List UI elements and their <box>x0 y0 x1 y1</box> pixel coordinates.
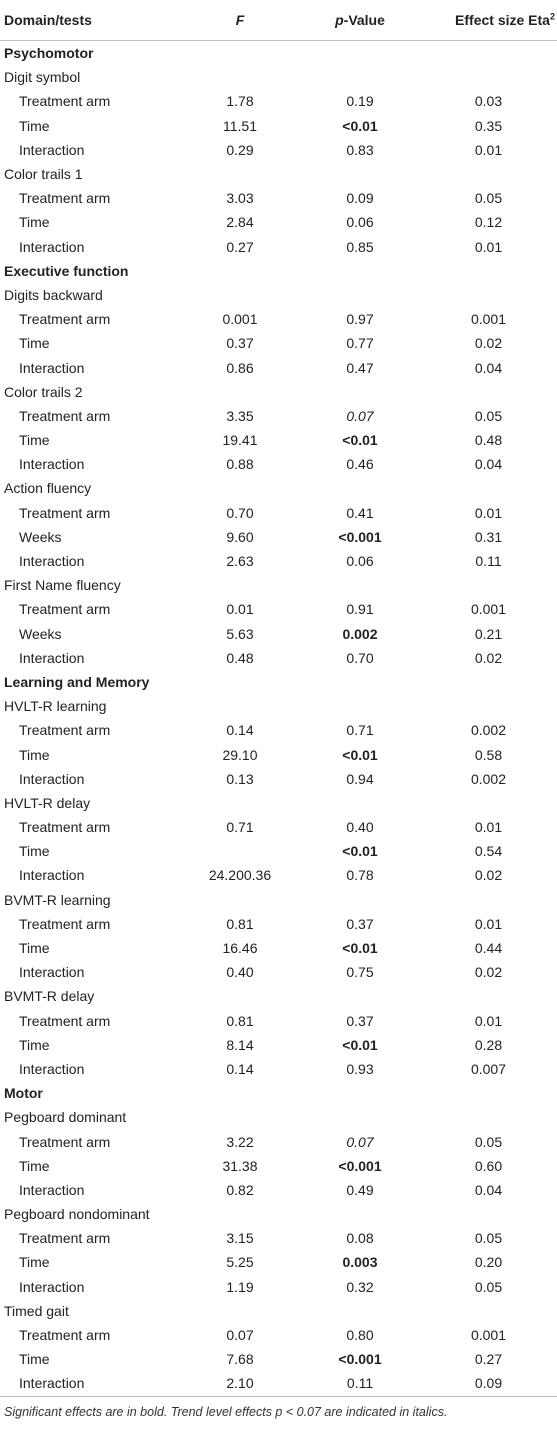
f-value: 0.14 <box>226 1060 254 1077</box>
p-value: <0.001 <box>338 1157 382 1174</box>
header-f-label: F <box>235 12 245 28</box>
eta-value: 0.44 <box>474 940 503 957</box>
f-value: 31.38 <box>222 1157 258 1174</box>
table-row <box>0 355 557 379</box>
test-row <box>0 791 557 815</box>
row-label: Interaction <box>19 553 85 570</box>
f-value: 0.14 <box>226 722 254 739</box>
row-label: Treatment arm <box>19 407 111 424</box>
f-value: 0.13 <box>226 770 254 787</box>
f-value: 24.200.36 <box>208 867 272 884</box>
test-row <box>0 1105 557 1129</box>
eta-value: 0.31 <box>474 528 503 545</box>
p-value: 0.83 <box>346 141 374 158</box>
p-value-cell <box>300 815 420 839</box>
row-label: Treatment arm <box>19 504 111 521</box>
table-row <box>0 210 557 234</box>
f-value: 0.81 <box>226 915 254 932</box>
table-row <box>0 331 557 355</box>
test-row <box>0 1299 557 1323</box>
p-value-cell <box>300 138 420 162</box>
table-row <box>0 1323 557 1347</box>
row-label: Time <box>19 214 50 231</box>
p-value: 0.06 <box>346 553 374 570</box>
p-value-cell <box>300 501 420 525</box>
eta-value: 0.001 <box>470 601 507 618</box>
f-value: 1.78 <box>226 93 254 110</box>
f-value: 0.48 <box>226 649 254 666</box>
header-effect-size <box>420 0 557 41</box>
row-label: Interaction <box>19 456 85 473</box>
test-label: Timed gait <box>4 1302 69 1319</box>
f-value: 7.68 <box>226 1351 254 1368</box>
row-label: Interaction <box>19 1060 85 1077</box>
f-value: 0.81 <box>226 1012 254 1029</box>
p-value: 0.70 <box>346 649 374 666</box>
p-value: <0.001 <box>338 1351 382 1368</box>
f-value: 19.41 <box>222 432 258 449</box>
test-row <box>0 1202 557 1226</box>
row-label: Interaction <box>19 359 85 376</box>
table-row <box>0 549 557 573</box>
p-value: 0.91 <box>346 601 374 618</box>
p-value: 0.47 <box>346 359 374 376</box>
row-label: Interaction <box>19 1278 85 1295</box>
p-value: 0.40 <box>346 819 374 836</box>
test-label: Action fluency <box>4 480 92 497</box>
f-value: 0.29 <box>226 141 254 158</box>
row-label: Interaction <box>19 1181 85 1198</box>
eta-value: 0.02 <box>474 335 503 352</box>
test-row <box>0 476 557 500</box>
test-label: Digit symbol <box>4 69 81 86</box>
p-value-cell <box>300 1323 420 1347</box>
table-row <box>0 1154 557 1178</box>
table-body <box>0 41 557 1397</box>
p-value-cell <box>300 1226 420 1250</box>
p-value: <0.001 <box>338 528 382 545</box>
eta-value: 0.21 <box>474 625 503 642</box>
p-value: <0.01 <box>342 746 378 763</box>
f-value: 0.86 <box>226 359 254 376</box>
p-value-cell <box>300 1275 420 1299</box>
p-value: 0.37 <box>346 1012 374 1029</box>
row-label: Interaction <box>19 141 85 158</box>
f-value: 0.001 <box>222 311 258 328</box>
row-label: Time <box>19 940 50 957</box>
header-p-value <box>300 0 420 41</box>
p-value-cell <box>300 235 420 259</box>
row-label: Time <box>19 432 50 449</box>
row-label: Treatment arm <box>19 819 111 836</box>
table-row <box>0 646 557 670</box>
f-value: 5.63 <box>226 625 254 642</box>
header-effect-size-sup: 2 <box>549 11 555 22</box>
p-value: 0.07 <box>346 407 374 424</box>
table-row <box>0 186 557 210</box>
f-value: 3.35 <box>226 407 254 424</box>
table-row <box>0 138 557 162</box>
test-row <box>0 65 557 89</box>
eta-value: 0.02 <box>474 649 503 666</box>
table-row <box>0 1057 557 1081</box>
table-row <box>0 622 557 646</box>
eta-value: 0.04 <box>474 456 503 473</box>
p-value-cell <box>300 525 420 549</box>
row-label: Treatment arm <box>19 1133 111 1150</box>
row-label: Treatment arm <box>19 1012 111 1029</box>
eta-value: 0.54 <box>474 843 503 860</box>
f-value: 0.27 <box>226 238 254 255</box>
table-row <box>0 1275 557 1299</box>
table-row <box>0 404 557 428</box>
p-value-cell <box>300 1009 420 1033</box>
p-value-cell <box>300 355 420 379</box>
eta-value: 0.01 <box>474 238 503 255</box>
row-label: Weeks <box>19 625 62 642</box>
p-value-cell <box>300 307 420 331</box>
row-label: Treatment arm <box>19 722 111 739</box>
p-value-cell <box>300 186 420 210</box>
eta-value: 0.02 <box>474 867 503 884</box>
eta-value: 0.04 <box>474 359 503 376</box>
table-row <box>0 89 557 113</box>
table-row <box>0 912 557 936</box>
eta-value: 0.48 <box>474 432 503 449</box>
f-value: 1.19 <box>226 1278 254 1295</box>
p-value: 0.78 <box>346 867 374 884</box>
table-row <box>0 1033 557 1057</box>
row-label: Time <box>19 117 50 134</box>
p-value-cell <box>300 597 420 621</box>
domain-row <box>0 41 557 66</box>
f-value: 2.10 <box>180 1371 300 1396</box>
p-value-cell <box>300 839 420 863</box>
table-row <box>0 1250 557 1274</box>
domain-label: Executive function <box>4 262 129 279</box>
f-value: 0.40 <box>226 964 254 981</box>
eta-value: 0.09 <box>420 1371 557 1396</box>
test-row <box>0 573 557 597</box>
table-row <box>0 501 557 525</box>
row-label: Time <box>19 335 50 352</box>
table-row <box>0 960 557 984</box>
p-value: 0.93 <box>346 1060 374 1077</box>
p-value-cell <box>300 452 420 476</box>
domain-label: Psychomotor <box>4 45 94 62</box>
eta-value: 0.001 <box>470 1327 507 1344</box>
table-row <box>0 1226 557 1250</box>
f-value <box>180 839 300 863</box>
row-label: Treatment arm <box>19 915 111 932</box>
p-value: <0.01 <box>342 940 378 957</box>
p-value: 0.11 <box>346 1375 374 1392</box>
test-label: Pegboard dominant <box>4 1109 127 1126</box>
p-value: 0.49 <box>346 1181 374 1198</box>
p-value: <0.01 <box>342 432 378 449</box>
row-label: Time <box>19 1254 50 1271</box>
eta-value: 0.01 <box>474 819 503 836</box>
eta-value: 0.20 <box>474 1254 503 1271</box>
table-row <box>0 235 557 259</box>
table-row <box>0 863 557 887</box>
p-value: 0.07 <box>346 1133 374 1150</box>
f-value: 3.03 <box>226 190 254 207</box>
f-value: 0.70 <box>226 504 254 521</box>
p-value: 0.94 <box>346 770 374 787</box>
test-label: Color trails 1 <box>4 166 83 183</box>
eta-value: 0.01 <box>474 504 503 521</box>
p-value-cell <box>300 1347 420 1371</box>
table-row <box>0 1129 557 1153</box>
eta-value: 0.01 <box>474 1012 503 1029</box>
p-value-cell <box>300 718 420 742</box>
f-value: 29.10 <box>222 746 258 763</box>
p-value-cell <box>300 622 420 646</box>
row-label: Interaction <box>19 770 85 787</box>
header-f <box>180 0 300 41</box>
p-value: 0.75 <box>346 964 374 981</box>
test-label: HVLT-R learning <box>4 698 107 715</box>
row-label: Treatment arm <box>19 601 111 618</box>
p-value-cell <box>300 912 420 936</box>
f-value: 11.51 <box>223 117 257 134</box>
row-label: Time <box>19 746 50 763</box>
p-value-cell <box>300 1154 420 1178</box>
f-value: 0.82 <box>226 1181 254 1198</box>
test-label: Digits backward <box>4 286 103 303</box>
row-label: Weeks <box>19 528 62 545</box>
test-label: Color trails 2 <box>4 383 83 400</box>
p-value-cell <box>300 960 420 984</box>
f-value: 16.46 <box>222 940 258 957</box>
table-row <box>0 597 557 621</box>
table-row <box>0 428 557 452</box>
p-value: 0.85 <box>346 238 374 255</box>
table-header-row <box>0 0 557 41</box>
domain-label: Motor <box>4 1085 43 1102</box>
eta-value: 0.60 <box>474 1157 503 1174</box>
table-row <box>0 452 557 476</box>
table-row <box>0 525 557 549</box>
test-label: HVLT-R delay <box>4 794 91 811</box>
table-row <box>0 1178 557 1202</box>
f-value: 0.37 <box>226 335 254 352</box>
eta-value: 0.05 <box>474 1133 503 1150</box>
domain-row <box>0 1081 557 1105</box>
p-value-cell <box>300 1250 420 1274</box>
p-value-cell <box>300 742 420 766</box>
test-row <box>0 380 557 404</box>
p-value: 0.77 <box>346 335 374 352</box>
p-value-cell <box>300 210 420 234</box>
p-value-cell <box>300 1057 420 1081</box>
table-row <box>0 114 557 138</box>
p-value: 0.06 <box>346 214 374 231</box>
eta-value: 0.04 <box>474 1181 503 1198</box>
f-value: 0.07 <box>226 1327 254 1344</box>
p-value: 0.32 <box>346 1278 374 1295</box>
eta-value: 0.007 <box>470 1060 507 1077</box>
table-row <box>0 1009 557 1033</box>
eta-value: 0.05 <box>474 407 503 424</box>
f-value: 0.01 <box>226 601 254 618</box>
p-value: <0.01 <box>342 843 378 860</box>
p-value-cell <box>300 1129 420 1153</box>
p-value-cell <box>300 404 420 428</box>
table-row <box>0 815 557 839</box>
row-label: Treatment arm <box>19 1327 111 1344</box>
table-row <box>0 307 557 331</box>
f-value: 2.84 <box>226 214 254 231</box>
eta-value: 0.11 <box>475 553 502 570</box>
eta-value: 0.35 <box>474 117 503 134</box>
p-value-cell <box>300 767 420 791</box>
table-row <box>0 1347 557 1371</box>
eta-value: 0.27 <box>474 1351 503 1368</box>
eta-value: 0.002 <box>470 770 507 787</box>
p-value-cell <box>300 1371 420 1396</box>
p-value-cell <box>300 1178 420 1202</box>
f-value: 2.63 <box>226 553 254 570</box>
test-label: BVMT-R delay <box>4 988 95 1005</box>
p-value: 0.41 <box>346 504 374 521</box>
eta-value: 0.58 <box>474 746 503 763</box>
test-row <box>0 694 557 718</box>
p-value-cell <box>300 331 420 355</box>
domain-row <box>0 259 557 283</box>
eta-value: 0.01 <box>474 141 503 158</box>
f-value: 0.71 <box>226 819 254 836</box>
row-label: Time <box>19 843 50 860</box>
p-value-cell <box>300 549 420 573</box>
p-value: 0.46 <box>346 456 374 473</box>
test-row <box>0 283 557 307</box>
row-label: Treatment arm <box>19 1230 111 1247</box>
eta-value: 0.05 <box>474 1278 503 1295</box>
table-row <box>0 767 557 791</box>
table-footnote: Significant effects are in bold. Trend level effects p < 0.07 are indicated in italics. <box>4 1404 448 1419</box>
eta-value: 0.03 <box>474 93 503 110</box>
table-row <box>0 936 557 960</box>
p-value: <0.01 <box>342 117 378 134</box>
f-value: 3.22 <box>226 1133 254 1150</box>
p-value: 0.19 <box>346 93 374 110</box>
table-row <box>0 742 557 766</box>
p-value: 0.003 <box>342 1254 378 1271</box>
header-p-rest: -Value <box>343 12 385 28</box>
row-label: Time <box>19 1157 50 1174</box>
domain-row <box>0 670 557 694</box>
row-label: Interaction <box>19 238 85 255</box>
eta-value: 0.28 <box>474 1036 503 1053</box>
p-value: 0.97 <box>346 311 374 328</box>
p-value: 0.80 <box>346 1327 374 1344</box>
row-label: Treatment arm <box>19 190 111 207</box>
p-value: 0.09 <box>346 190 374 207</box>
p-value: 0.37 <box>346 915 374 932</box>
test-label: Pegboard nondominant <box>4 1206 150 1223</box>
table-row <box>0 839 557 863</box>
header-domain-tests: Domain/tests <box>0 0 180 41</box>
domain-label: Learning and Memory <box>4 673 150 690</box>
eta-value: 0.05 <box>474 1230 503 1247</box>
header-p-italic: p <box>335 12 344 28</box>
table-row <box>0 1371 557 1396</box>
p-value-cell <box>300 1033 420 1057</box>
f-value: 9.60 <box>226 528 254 545</box>
p-value-cell <box>300 936 420 960</box>
p-value: 0.08 <box>346 1230 374 1247</box>
test-row <box>0 984 557 1008</box>
p-value-cell <box>300 114 420 138</box>
f-value: 3.15 <box>226 1230 254 1247</box>
row-label: Treatment arm <box>19 93 111 110</box>
header-effect-size-label: Effect size Eta <box>455 12 550 28</box>
row-label: Time <box>19 1036 50 1053</box>
eta-value: 0.002 <box>470 722 507 739</box>
row-label: Interaction <box>19 649 85 666</box>
test-row <box>0 888 557 912</box>
p-value-cell <box>300 89 420 113</box>
f-value: 0.88 <box>226 456 254 473</box>
eta-value: 0.001 <box>470 311 507 328</box>
test-label: First Name fluency <box>4 577 121 594</box>
f-value: 5.25 <box>226 1254 254 1271</box>
row-label: Interaction <box>0 1371 180 1396</box>
table-row <box>0 718 557 742</box>
eta-value: 0.02 <box>474 964 503 981</box>
row-label: Time <box>19 1351 50 1368</box>
test-label: BVMT-R learning <box>4 891 111 908</box>
row-label: Interaction <box>19 867 85 884</box>
test-row <box>0 162 557 186</box>
p-value-cell <box>300 646 420 670</box>
eta-value: 0.05 <box>474 190 503 207</box>
row-label: Treatment arm <box>19 311 111 328</box>
eta-value: 0.12 <box>474 214 503 231</box>
eta-value: 0.01 <box>474 915 503 932</box>
p-value: <0.01 <box>342 1036 378 1053</box>
p-value-cell <box>300 428 420 452</box>
p-value: 0.71 <box>346 722 374 739</box>
p-value: 0.002 <box>342 625 378 642</box>
f-value: 8.14 <box>226 1036 254 1053</box>
row-label: Interaction <box>19 964 85 981</box>
p-value-cell <box>300 863 420 887</box>
